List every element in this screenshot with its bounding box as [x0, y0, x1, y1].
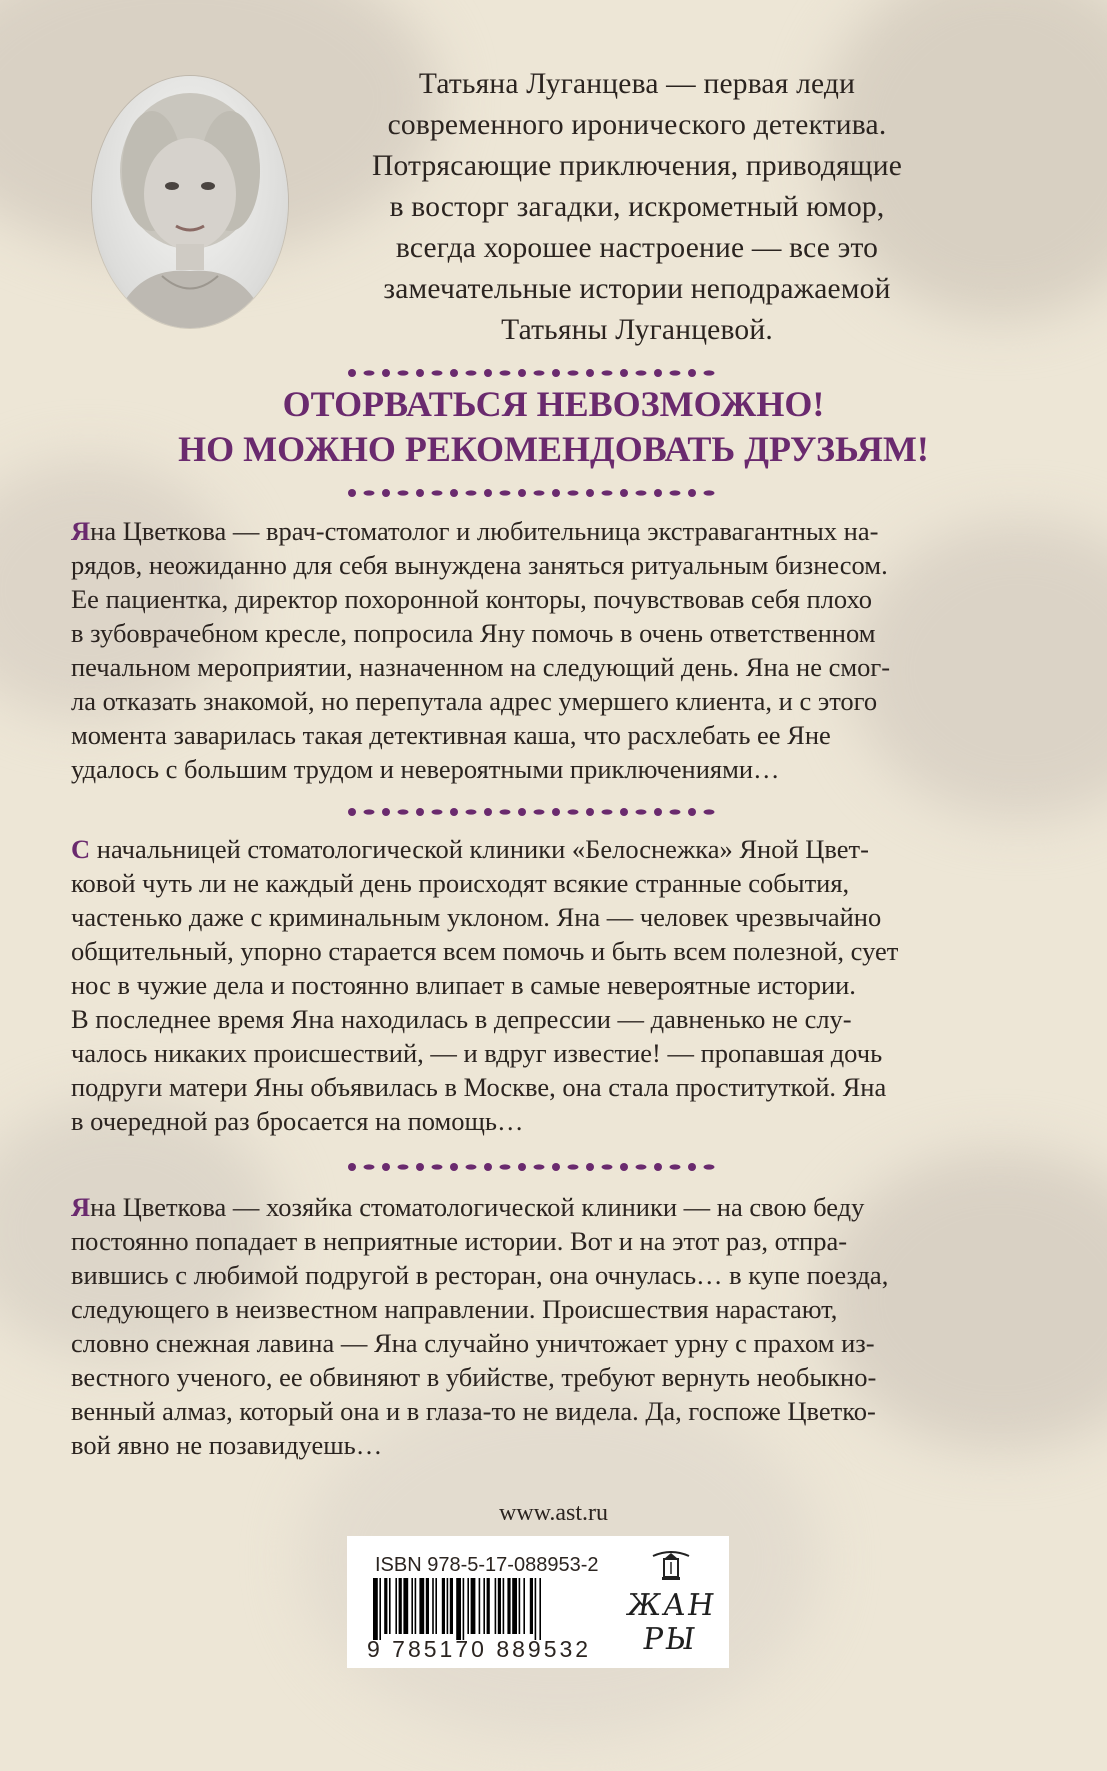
- divider-dot: [654, 1163, 662, 1171]
- book-description-2: [71, 832, 1007, 1138]
- description-line: словно снежная лавина — Яна случайно уничтожает урну с прахом из-: [71, 1328, 875, 1358]
- divider-dot: [602, 490, 613, 495]
- description-line: следующего в неизвестном направлении. Происшествия нарастают,: [71, 1294, 838, 1324]
- barcode-bar: [530, 1578, 533, 1634]
- series-logo-line: ЖАН: [624, 1588, 719, 1623]
- isbn-label: ISBN 978-5-17-088953-2: [375, 1554, 599, 1576]
- divider-dot: [500, 1164, 511, 1169]
- divider-dot: [466, 1164, 477, 1169]
- author-intro-line: в восторг загадки, искрометный юмор,: [389, 191, 885, 223]
- barcode-bar: [426, 1578, 429, 1634]
- divider-dot: [534, 490, 545, 495]
- dotted-divider: [348, 486, 728, 500]
- divider-dot: [432, 1164, 443, 1169]
- divider-dot: [348, 489, 356, 497]
- barcode-bar: [450, 1578, 453, 1634]
- divider-dot: [586, 369, 594, 377]
- drop-initial: Я: [71, 1192, 91, 1222]
- divider-dot: [688, 489, 696, 497]
- divider-dot: [654, 489, 662, 497]
- description-line: вившись с любимой подругой в ресторан, она очнулась… в купе поезда,: [71, 1260, 889, 1290]
- dotted-divider: [348, 366, 728, 380]
- divider-dot: [348, 1163, 356, 1171]
- divider-dot: [450, 489, 458, 497]
- divider-dot: [466, 490, 477, 495]
- description-line: Яна Цветкова — врач-стоматолог и любительница экстравагантных на-: [71, 516, 879, 546]
- description-line: общительный, упорно старается всем помочь и быть всем полезной, сует: [71, 936, 899, 966]
- divider-dot: [602, 1164, 613, 1169]
- divider-dot: [620, 489, 628, 497]
- divider-dot: [586, 808, 594, 816]
- description-line: венный алмаз, который она и в глаза-то не видела. Да, госпоже Цветко-: [71, 1396, 876, 1426]
- barcode-bar: [403, 1578, 408, 1634]
- barcode-bar: [411, 1578, 413, 1634]
- barcode-bar: [389, 1578, 391, 1634]
- divider-dot: [568, 809, 579, 814]
- divider-dot: [518, 489, 526, 497]
- description-line: момента заварилась такая детективная каша, что расхлебать ее Яне: [71, 720, 831, 750]
- divider-dot: [552, 369, 560, 377]
- description-line: вестного ученого, ее обвиняют в убийстве, требуют вернуть необыкно-: [71, 1362, 877, 1392]
- divider-dot: [620, 808, 628, 816]
- divider-dot: [382, 489, 390, 497]
- divider-dot: [484, 489, 492, 497]
- divider-dot: [552, 489, 560, 497]
- divider-dot: [534, 1164, 545, 1169]
- series-logo-line: РЫ: [640, 1622, 700, 1657]
- divider-dot: [416, 1163, 424, 1171]
- divider-dot: [432, 370, 443, 375]
- divider-dot: [620, 1163, 628, 1171]
- divider-dot: [348, 808, 356, 816]
- divider-dot: [416, 808, 424, 816]
- author-intro-line: всегда хорошее настроение — все это: [395, 232, 879, 264]
- divider-dot: [636, 809, 647, 814]
- divider-dot: [704, 490, 715, 495]
- divider-dot: [416, 369, 424, 377]
- divider-dot: [552, 1163, 560, 1171]
- barcode-bar: [415, 1578, 417, 1634]
- drop-initial: Я: [71, 516, 91, 546]
- description-line: В последнее время Яна находилась в депрессии — давненько не слу-: [71, 1004, 852, 1034]
- tagline-line: ОТОРВАТЬСЯ НЕВОЗМОЖНО!: [282, 384, 825, 424]
- barcode-bar: [435, 1578, 437, 1634]
- divider-dot: [586, 489, 594, 497]
- divider-dot: [382, 1163, 390, 1171]
- divider-dot: [398, 490, 409, 495]
- tagline: [0, 382, 1107, 472]
- divider-dot: [704, 370, 715, 375]
- divider-dot: [500, 809, 511, 814]
- dotted-divider: [348, 1160, 728, 1174]
- divider-dot: [654, 369, 662, 377]
- lantern-icon: [651, 1550, 691, 1584]
- barcode-bar: [419, 1578, 424, 1634]
- divider-dot: [382, 808, 390, 816]
- barcode-bar: [487, 1578, 490, 1634]
- description-line: в зубоврачебном кресле, попросила Яну помочь в очень ответственном: [71, 618, 876, 648]
- divider-dot: [636, 370, 647, 375]
- divider-dot: [364, 490, 375, 495]
- barcode-bar: [483, 1578, 485, 1634]
- description-line: печальном мероприятии, назначенном на следующий день. Яна не смог-: [71, 652, 891, 682]
- description-line: Яна Цветкова — хозяйка стоматологической клиники — на свою беду: [71, 1192, 865, 1222]
- divider-dot: [534, 809, 545, 814]
- divider-dot: [552, 808, 560, 816]
- description-line: постоянно попадает в неприятные истории. Вот и на этот раз, отпра-: [71, 1226, 848, 1256]
- divider-dot: [586, 1163, 594, 1171]
- divider-dot: [688, 369, 696, 377]
- barcode-bar: [456, 1578, 461, 1640]
- divider-dot: [670, 490, 681, 495]
- barcode-bar: [379, 1578, 381, 1640]
- barcode-bar: [384, 1578, 387, 1634]
- barcode-bar: [373, 1578, 378, 1640]
- divider-dot: [432, 809, 443, 814]
- barcode-bar: [519, 1578, 521, 1634]
- divider-dot: [398, 370, 409, 375]
- divider-dot: [398, 1164, 409, 1169]
- divider-dot: [416, 489, 424, 497]
- barcode-bar: [447, 1578, 449, 1634]
- description-line: ковой чуть ли не каждый день происходят всякие странные события,: [71, 868, 850, 898]
- divider-dot: [450, 369, 458, 377]
- divider-dot: [704, 809, 715, 814]
- divider-dot: [484, 808, 492, 816]
- description-line: удалось с большим трудом и невероятными приключениями…: [71, 754, 780, 784]
- divider-dot: [450, 808, 458, 816]
- barcode-bar: [523, 1578, 525, 1634]
- barcode-bar: [432, 1578, 434, 1634]
- divider-dot: [398, 809, 409, 814]
- barcode-bar: [467, 1578, 469, 1634]
- divider-dot: [432, 490, 443, 495]
- barcode-panel: [347, 1536, 729, 1668]
- divider-dot: [518, 808, 526, 816]
- divider-dot: [602, 370, 613, 375]
- barcode-bar: [442, 1578, 445, 1634]
- series-logo: [624, 1550, 719, 1658]
- author-intro-line: Потрясающие приключения, приводящие: [371, 150, 903, 182]
- barcode-bar: [463, 1578, 465, 1640]
- divider-dot: [670, 370, 681, 375]
- divider-dot: [636, 1164, 647, 1169]
- barcode-bar: [479, 1578, 481, 1634]
- divider-dot: [518, 369, 526, 377]
- description-line: частенько даже с криминальным уклоном. Яна — человек чрезвычайно: [71, 902, 882, 932]
- divider-dot: [568, 1164, 579, 1169]
- divider-dot: [484, 369, 492, 377]
- divider-dot: [364, 809, 375, 814]
- divider-dot: [670, 1164, 681, 1169]
- divider-dot: [500, 370, 511, 375]
- ean-digits: 9 785170 889532: [367, 1636, 592, 1662]
- divider-dot: [620, 369, 628, 377]
- description-line: нос в чужие дела и постоянно влипает в самые невероятные истории.: [71, 970, 856, 1000]
- divider-dot: [688, 1163, 696, 1171]
- divider-dot: [568, 490, 579, 495]
- description-line: рядов, неожиданно для себя вынуждена заняться ритуальным бизнесом.: [71, 550, 888, 580]
- description-line: ла отказать знакомой, но перепутала адрес умершего клиента, и с этого: [71, 686, 878, 716]
- author-intro: [292, 64, 982, 351]
- divider-dot: [670, 809, 681, 814]
- barcode-bar: [512, 1578, 517, 1634]
- divider-dot: [602, 809, 613, 814]
- barcode: [371, 1578, 607, 1640]
- barcode-bar: [471, 1578, 476, 1634]
- book-description-3: [71, 1190, 1007, 1462]
- divider-dot: [568, 370, 579, 375]
- divider-dot: [654, 808, 662, 816]
- description-line: вой явно не позавидуешь…: [71, 1430, 383, 1460]
- description-line: подруги матери Яны объявилась в Москве, она стала проституткой. Яна: [71, 1072, 887, 1102]
- divider-dot: [688, 808, 696, 816]
- divider-dot: [382, 369, 390, 377]
- author-intro-line: современного иронического детектива.: [387, 109, 887, 141]
- divider-dot: [484, 1163, 492, 1171]
- author-intro-line: замечательные истории неподражаемой: [383, 273, 891, 305]
- divider-dot: [636, 490, 647, 495]
- description-line: Ее пациентка, директор похоронной конторы, почувствовав себя плохо: [71, 584, 873, 614]
- barcode-bar: [395, 1578, 397, 1634]
- divider-dot: [466, 370, 477, 375]
- divider-dot: [518, 1163, 526, 1171]
- barcode-bar: [498, 1578, 501, 1634]
- dotted-divider: [348, 805, 728, 819]
- divider-dot: [364, 1164, 375, 1169]
- divider-dot: [466, 809, 477, 814]
- author-intro-line: Татьяна Луганцева — первая леди: [418, 68, 856, 100]
- divider-dot: [348, 369, 356, 377]
- description-line: в очередной раз бросается на помощь…: [71, 1106, 524, 1136]
- barcode-bar: [399, 1578, 402, 1634]
- divider-dot: [450, 1163, 458, 1171]
- barcode-bar: [495, 1578, 497, 1634]
- tagline-line: НО МОЖНО РЕКОМЕНДОВАТЬ ДРУЗЬЯМ!: [178, 429, 929, 469]
- book-description-1: [71, 514, 1007, 786]
- description-line: чалось никаких происшествий, — и вдруг известие! — пропавшая дочь: [71, 1038, 883, 1068]
- divider-dot: [364, 370, 375, 375]
- divider-dot: [704, 1164, 715, 1169]
- publisher-website[interactable]: www.ast.ru: [498, 1500, 609, 1526]
- author-intro-line: Татьяны Луганцевой.: [501, 314, 773, 346]
- barcode-bar: [539, 1578, 541, 1640]
- description-line: С начальницей стоматологической клиники «Белоснежка» Яной Цвет-: [71, 834, 869, 864]
- divider-dot: [534, 370, 545, 375]
- barcode-bar: [535, 1578, 537, 1640]
- divider-dot: [500, 490, 511, 495]
- drop-initial: С: [71, 834, 91, 864]
- barcode-bar: [503, 1578, 505, 1634]
- author-portrait: [92, 76, 288, 328]
- barcode-bar: [507, 1578, 510, 1634]
